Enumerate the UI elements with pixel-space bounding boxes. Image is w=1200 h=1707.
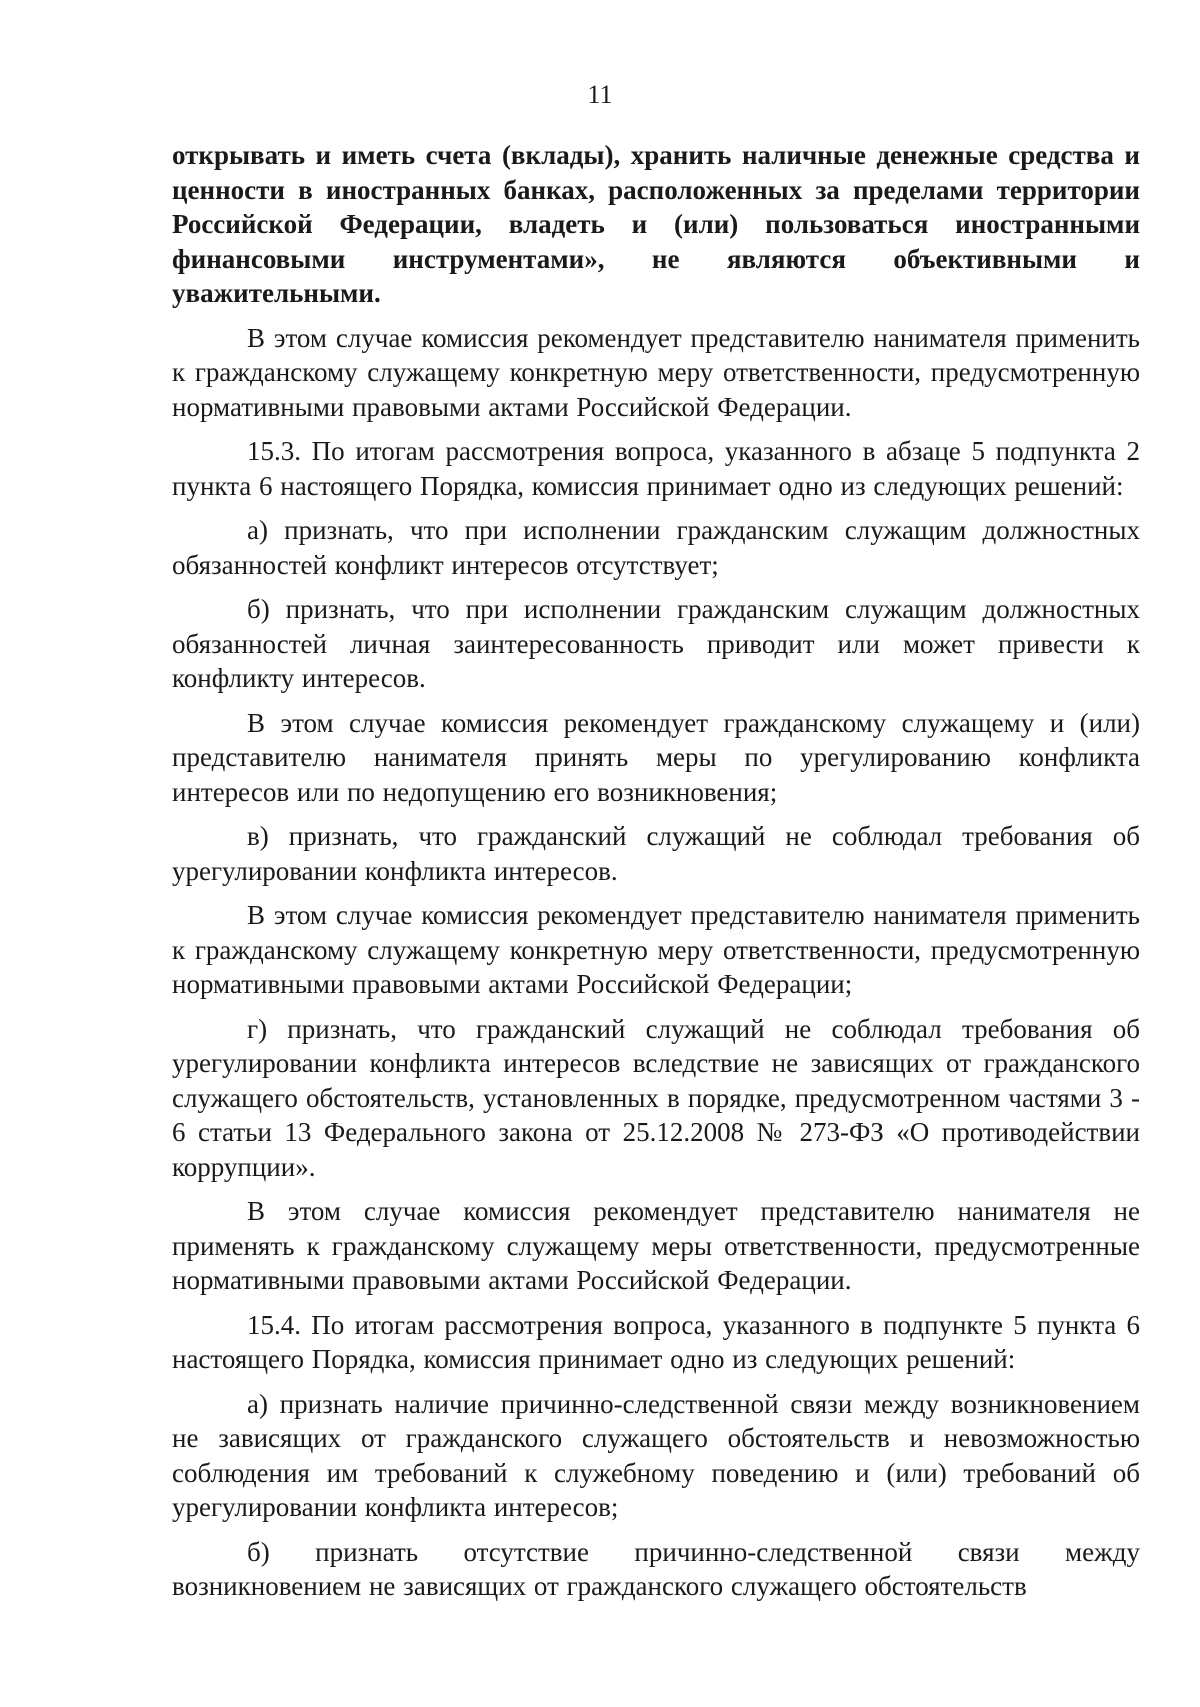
paragraph: В этом случае комиссия рекомендует представителю нанимателя применить к гражданскому служащему конкретную меру ответственности, предусмотренную нормативными правовыми актами Российской Федерации. <box>172 322 1140 422</box>
paragraph-continuation: открывать и иметь счета (вклады), хранить наличные денежные средства и ценности в иностранных банках, расположенных за пределами территории Российской Федерации, владеть и (или) пользоваться иностранными финансовыми инструментами», не являются объективными и уважительными. <box>172 140 1140 308</box>
paragraph-clause-15-4: 15.4. По итогам рассмотрения вопроса, указанного в подпункте 5 пункта 6 настоящего Порядка, комиссия принимает одно из следующих решений: <box>172 1309 1140 1374</box>
paragraph-subclause-a: а) признать наличие причинно-следственной связи между возникновением не зависящих от гражданского служащего обстоятельств и невозможностью соблюдения им требований к служебному поведению и (или) требований об урегулировании конфликта интересов; <box>172 1388 1140 1522</box>
page-number: 11 <box>587 80 613 109</box>
paragraph-subclause-v: в) признать, что гражданский служащий не соблюдал требования об урегулировании конфликта интересов. <box>172 821 1140 886</box>
paragraph: В этом случае комиссия рекомендует представителю нанимателя не применять к гражданскому служащему меры ответственности, предусмотренные нормативными правовыми актами Российской Федерации. <box>172 1196 1140 1295</box>
paragraph-subclause-b: б) признать, что при исполнении гражданским служащим должностных обязанностей личная заинтересованность приводит или может привести к конфликту интересов. <box>172 594 1140 693</box>
paragraph-clause-15-3: 15.3. По итогам рассмотрения вопроса, указанного в абзаце 5 подпункта 2 пункта 6 настоящего Порядка, комиссия принимает одно из следующих решений: <box>172 436 1140 501</box>
paragraph: В этом случае комиссия рекомендует гражданскому служащему и (или) представителю нанимателя принять меры по урегулированию конфликта интересов или по недопущению его возникновения; <box>172 707 1140 807</box>
paragraph: В этом случае комиссия рекомендует представителю нанимателя применить к гражданскому служащему конкретную меру ответственности, предусмотренную нормативными правовыми актами Российской Федерации; <box>172 900 1140 999</box>
document-body <box>172 138 1140 1614</box>
paragraph-subclause-g: г) признать, что гражданский служащий не соблюдал требования об урегулировании конфликта интересов вследствие не зависящих от гражданского служащего обстоятельств, установленных в порядке, предусмотренном частями 3 - 6 статьи 13 Федерального закона от 25.12.2008 № 273-ФЗ «О противодействии коррупции». <box>172 1013 1140 1182</box>
paragraph-subclause-a: а) признать, что при исполнении гражданским служащим должностных обязанностей конфликт интересов отсутствует; <box>172 515 1140 580</box>
paragraph-subclause-b: б) признать отсутствие причинно-следственной связи между возникновением не зависящих от гражданского служащего обстоятельств <box>172 1536 1140 1601</box>
